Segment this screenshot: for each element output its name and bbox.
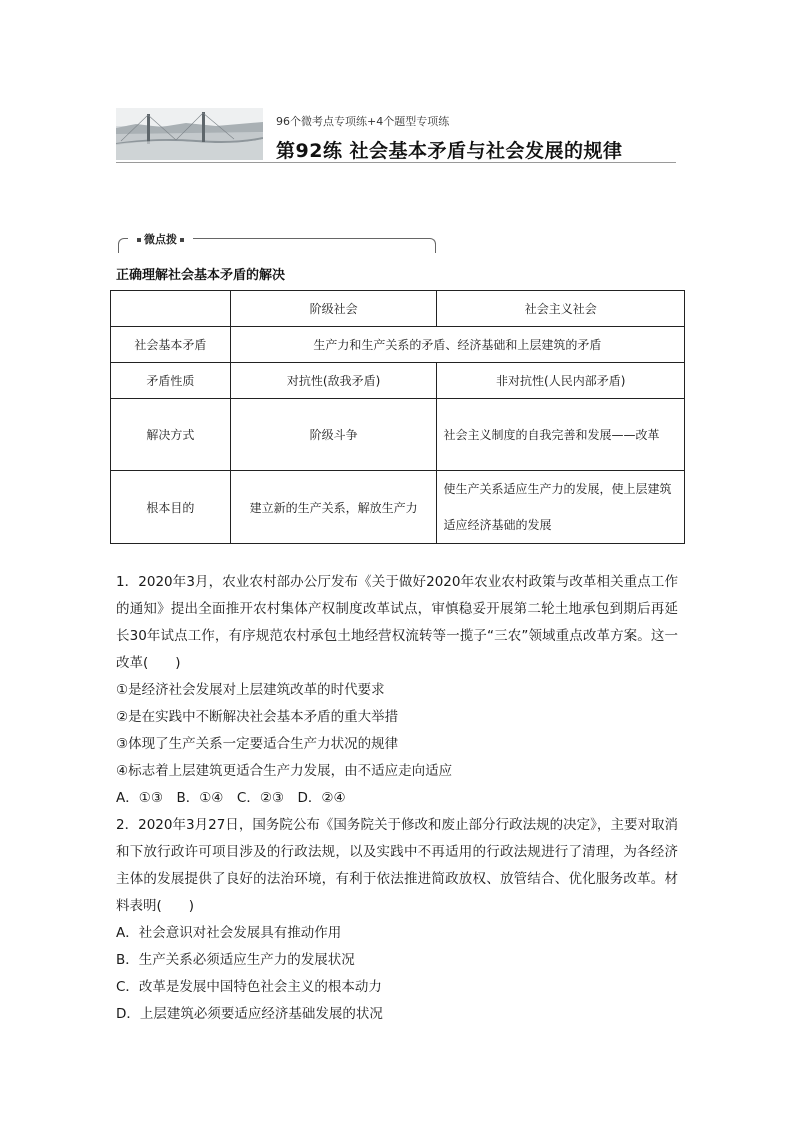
table-row: [111, 363, 685, 399]
table-row: [111, 327, 685, 363]
answer-option: A．社会意识对社会发展具有推动作用: [116, 925, 342, 941]
header-divider: [116, 162, 676, 163]
row-label: 解决方式: [111, 399, 231, 471]
table-row: [111, 471, 685, 544]
table-cell: 阶级斗争: [230, 399, 437, 471]
row-label: 根本目的: [111, 471, 231, 544]
statement-item: ①是经济社会发展对上层建筑改革的时代要求: [116, 682, 385, 698]
table-row: [111, 399, 685, 471]
merged-cell: 生产力和生产关系的矛盾、经济基础和上层建筑的矛盾: [230, 327, 684, 363]
table-cell: 对抗性(敌我矛盾): [230, 363, 437, 399]
row-label: 社会基本矛盾: [111, 327, 231, 363]
table-header-cell: 社会主义社会: [437, 291, 685, 327]
section-title: 正确理解社会基本矛盾的解决: [116, 268, 286, 283]
contradiction-table: [110, 290, 685, 544]
answer-options-line: A．①③ B．①④ C．②③ D．②④: [116, 790, 346, 806]
statement-item: ④标志着上层建筑更适合生产力发展，由不适应走向适应: [116, 763, 453, 779]
statement-item: ③体现了生产关系一定要适合生产力状况的规律: [116, 736, 399, 752]
question-1-stem: 1．2020年3月，农业农村部办公厅发布《关于做好2020年农业农村政策与改革相关重点工作的通知》提出全面推开农村集体产权制度改革试点，审慎稳妥开展第二轮土地承包到期后再延长30年试点工作，有序规范农村承包土地经营权流转等一揽子“三农”领域重点改革方案。这一改革( ): [116, 574, 678, 671]
bridge-illustration: [116, 108, 263, 160]
row-label: 矛盾性质: [111, 363, 231, 399]
statement-item: ②是在实践中不断解决社会基本矛盾的重大举措: [116, 709, 399, 725]
bullet-square-icon: [137, 238, 141, 242]
table-cell: 非对抗性(人民内部矛盾): [437, 363, 685, 399]
header-subtitle: 96个微考点专项练+4个题型专项练: [276, 115, 450, 128]
header-bridge-image: [116, 108, 263, 160]
table-cell: 社会主义制度的自我完善和发展——改革: [437, 399, 685, 471]
table-cell: 建立新的生产关系，解放生产力: [230, 471, 437, 544]
tip-label: [128, 231, 193, 247]
tip-label-text: 微点拨: [144, 233, 177, 246]
question-2-stem: 2．2020年3月27日，国务院公布《国务院关于修改和废止部分行政法规的决定》，主要对取消和下放行政许可项目涉及的行政法规，以及实践中不再适用的行政法规进行了清理，为各经济主体的发展提供了良好的法治环境，有利于依法推进简政放权、放管结合、优化服务改革。材料表明( ): [116, 817, 678, 914]
answer-option: C．改革是发展中国特色社会主义的根本动力: [116, 979, 382, 995]
table-cell: 使生产关系适应生产力的发展，使上层建筑适应经济基础的发展: [437, 471, 685, 544]
answer-option: D．上层建筑必须要适应经济基础发展的状况: [116, 1006, 383, 1022]
table-header-row: [111, 291, 685, 327]
table-header-cell: [111, 291, 231, 327]
table-header-cell: 阶级社会: [230, 291, 437, 327]
bullet-square-icon: [180, 238, 184, 242]
answer-option: B．生产关系必须适应生产力的发展状况: [116, 952, 355, 968]
page-title: 第92练 社会基本矛盾与社会发展的规律: [276, 140, 623, 162]
questions-area: [116, 569, 678, 1028]
